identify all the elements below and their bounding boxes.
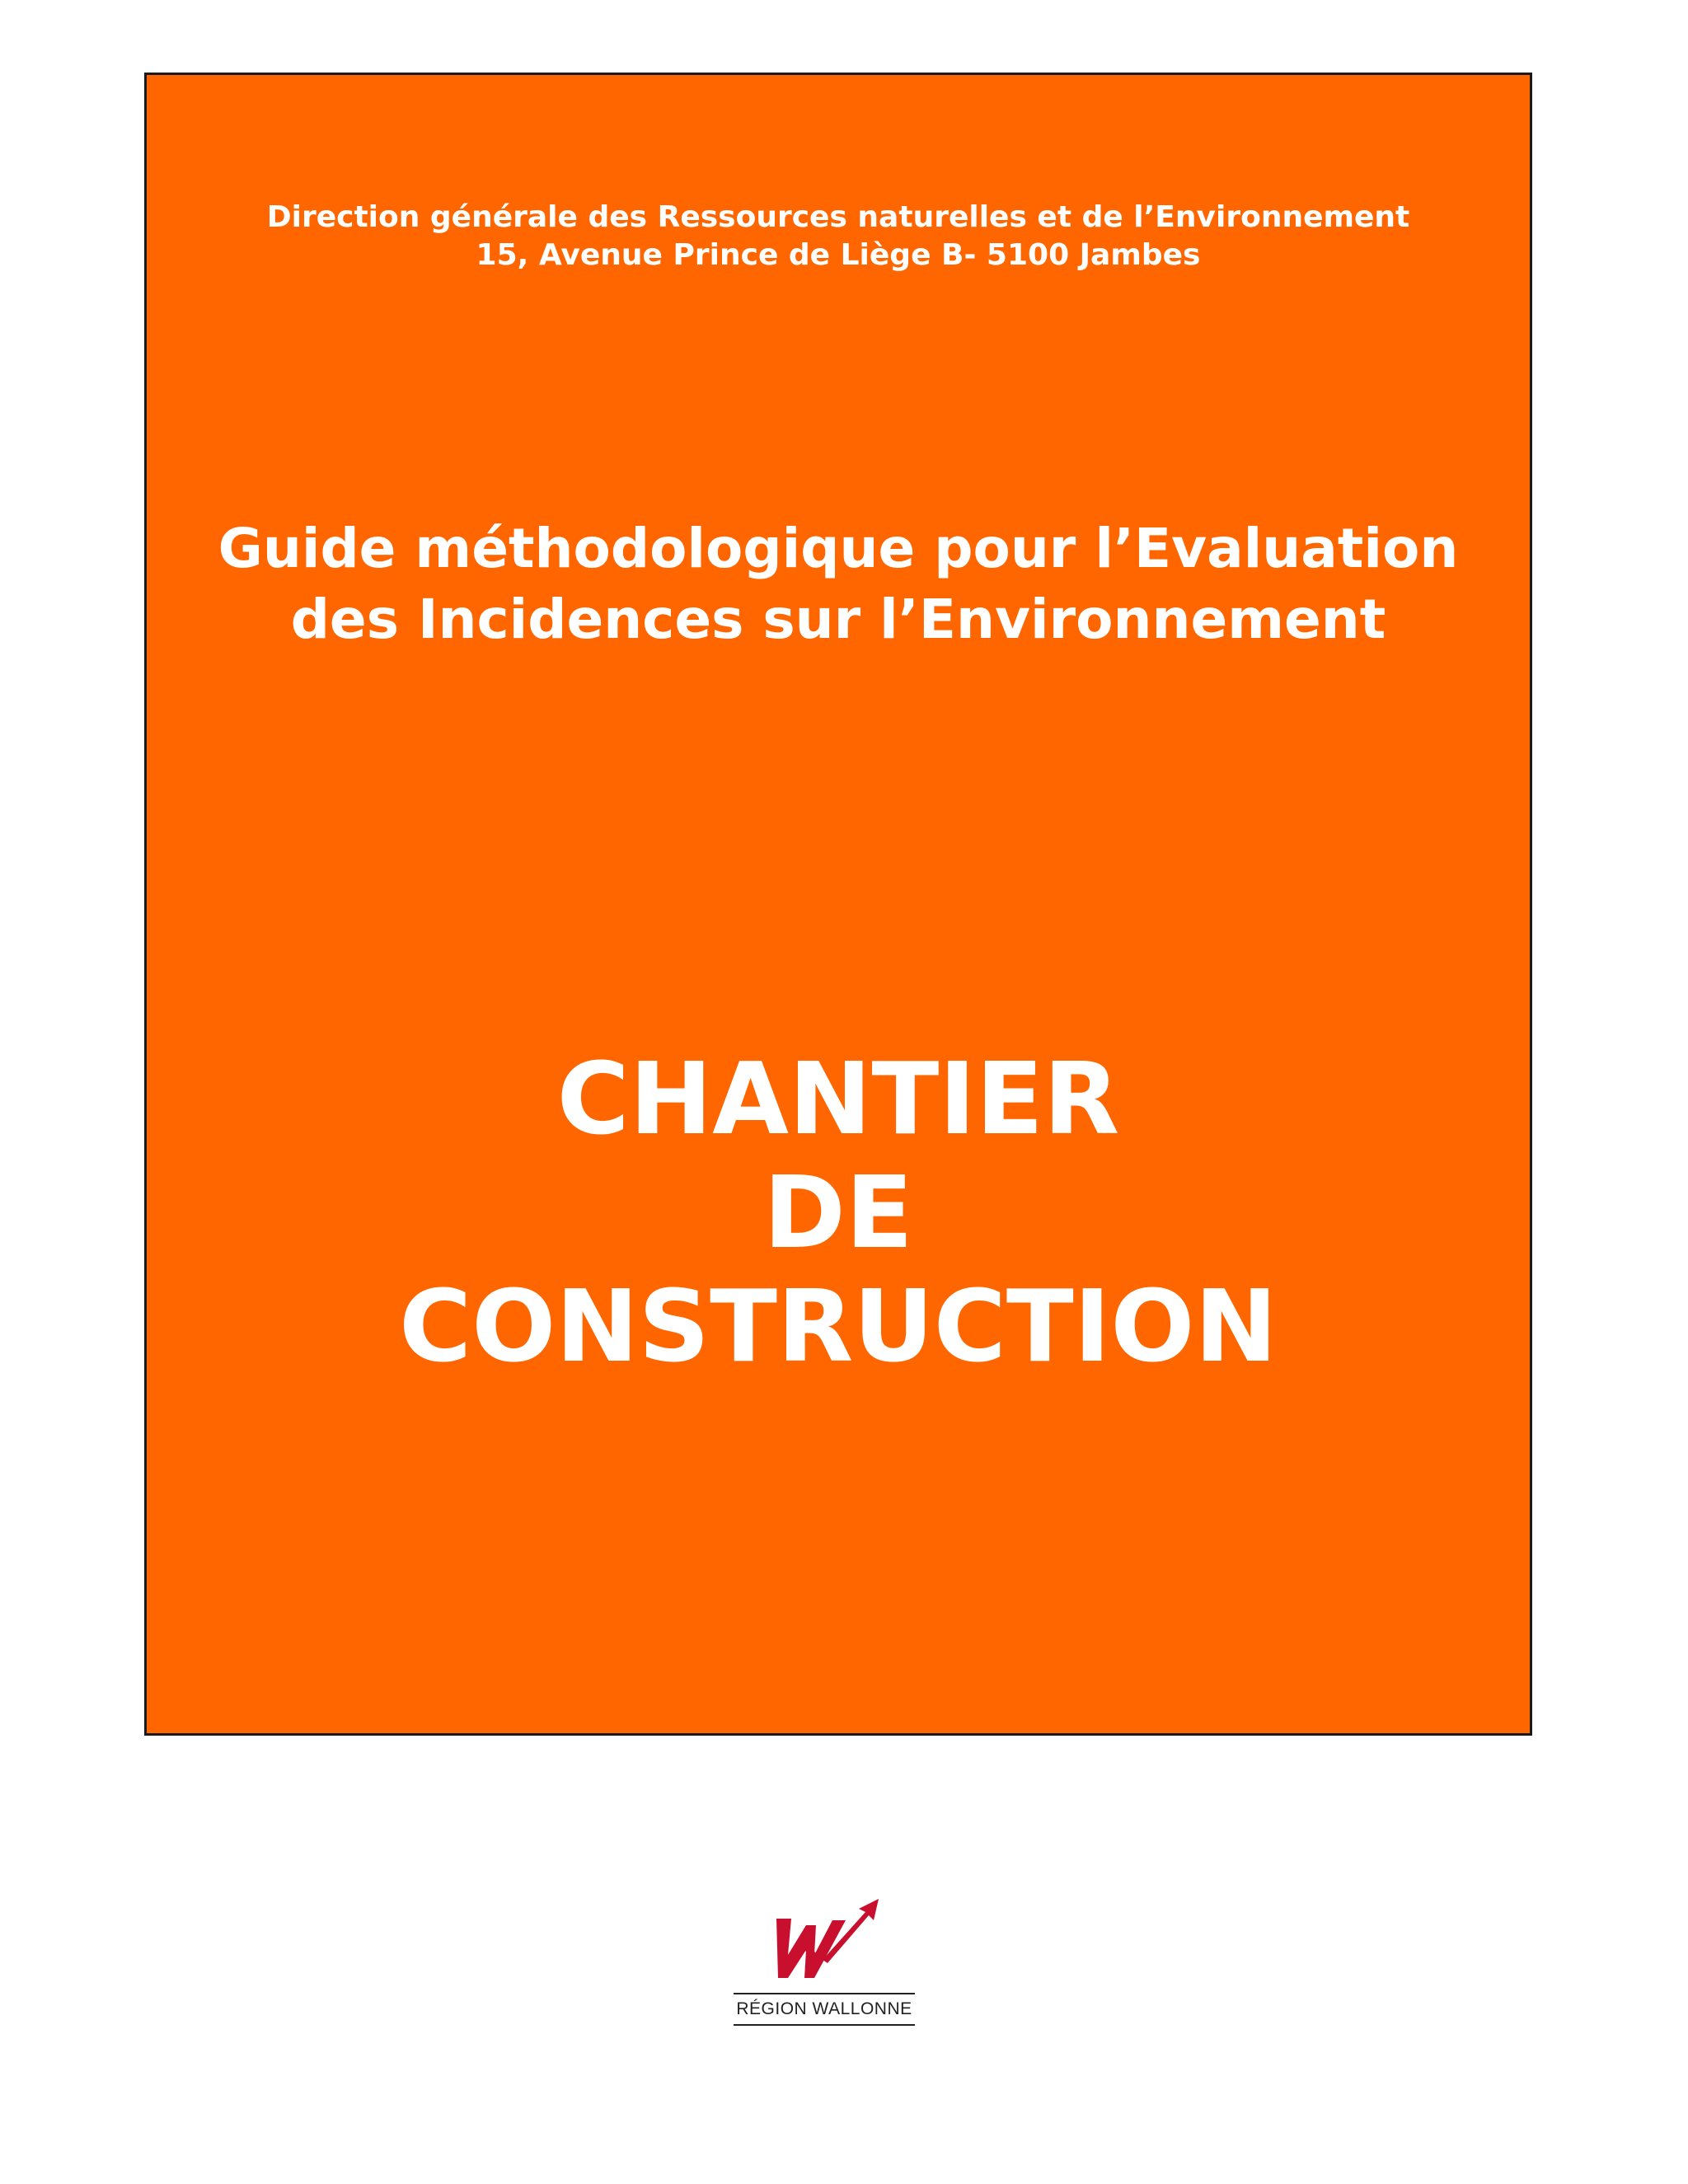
- guide-title-line-1: Guide méthodologique pour l’Evaluation: [218, 517, 1459, 580]
- logo-bottom-rule: [734, 2024, 915, 2026]
- logo-top-rule: [734, 1993, 915, 1994]
- main-title-line-3: CONSTRUCTION: [399, 1270, 1278, 1385]
- guide-title-line-2: des Incidences sur l’Environnement: [290, 588, 1386, 651]
- publisher-name: Direction générale des Ressources naturelles et de l’Environnement: [266, 200, 1410, 234]
- main-title-line-2: DE: [763, 1156, 913, 1271]
- main-title: [147, 1043, 1530, 1385]
- publisher-header: [147, 199, 1530, 274]
- guide-title: [147, 513, 1530, 655]
- publisher-address: 15, Avenue Prince de Liège B- 5100 Jambes: [476, 238, 1201, 272]
- main-title-line-1: CHANTIER: [556, 1043, 1120, 1157]
- region-wallonne-logo: [725, 1896, 923, 2036]
- logo-text: RÉGION WALLONNE: [736, 1999, 912, 2018]
- region-wallonne-w-arrow-icon: [725, 1896, 923, 1986]
- cover-box: [144, 73, 1532, 1736]
